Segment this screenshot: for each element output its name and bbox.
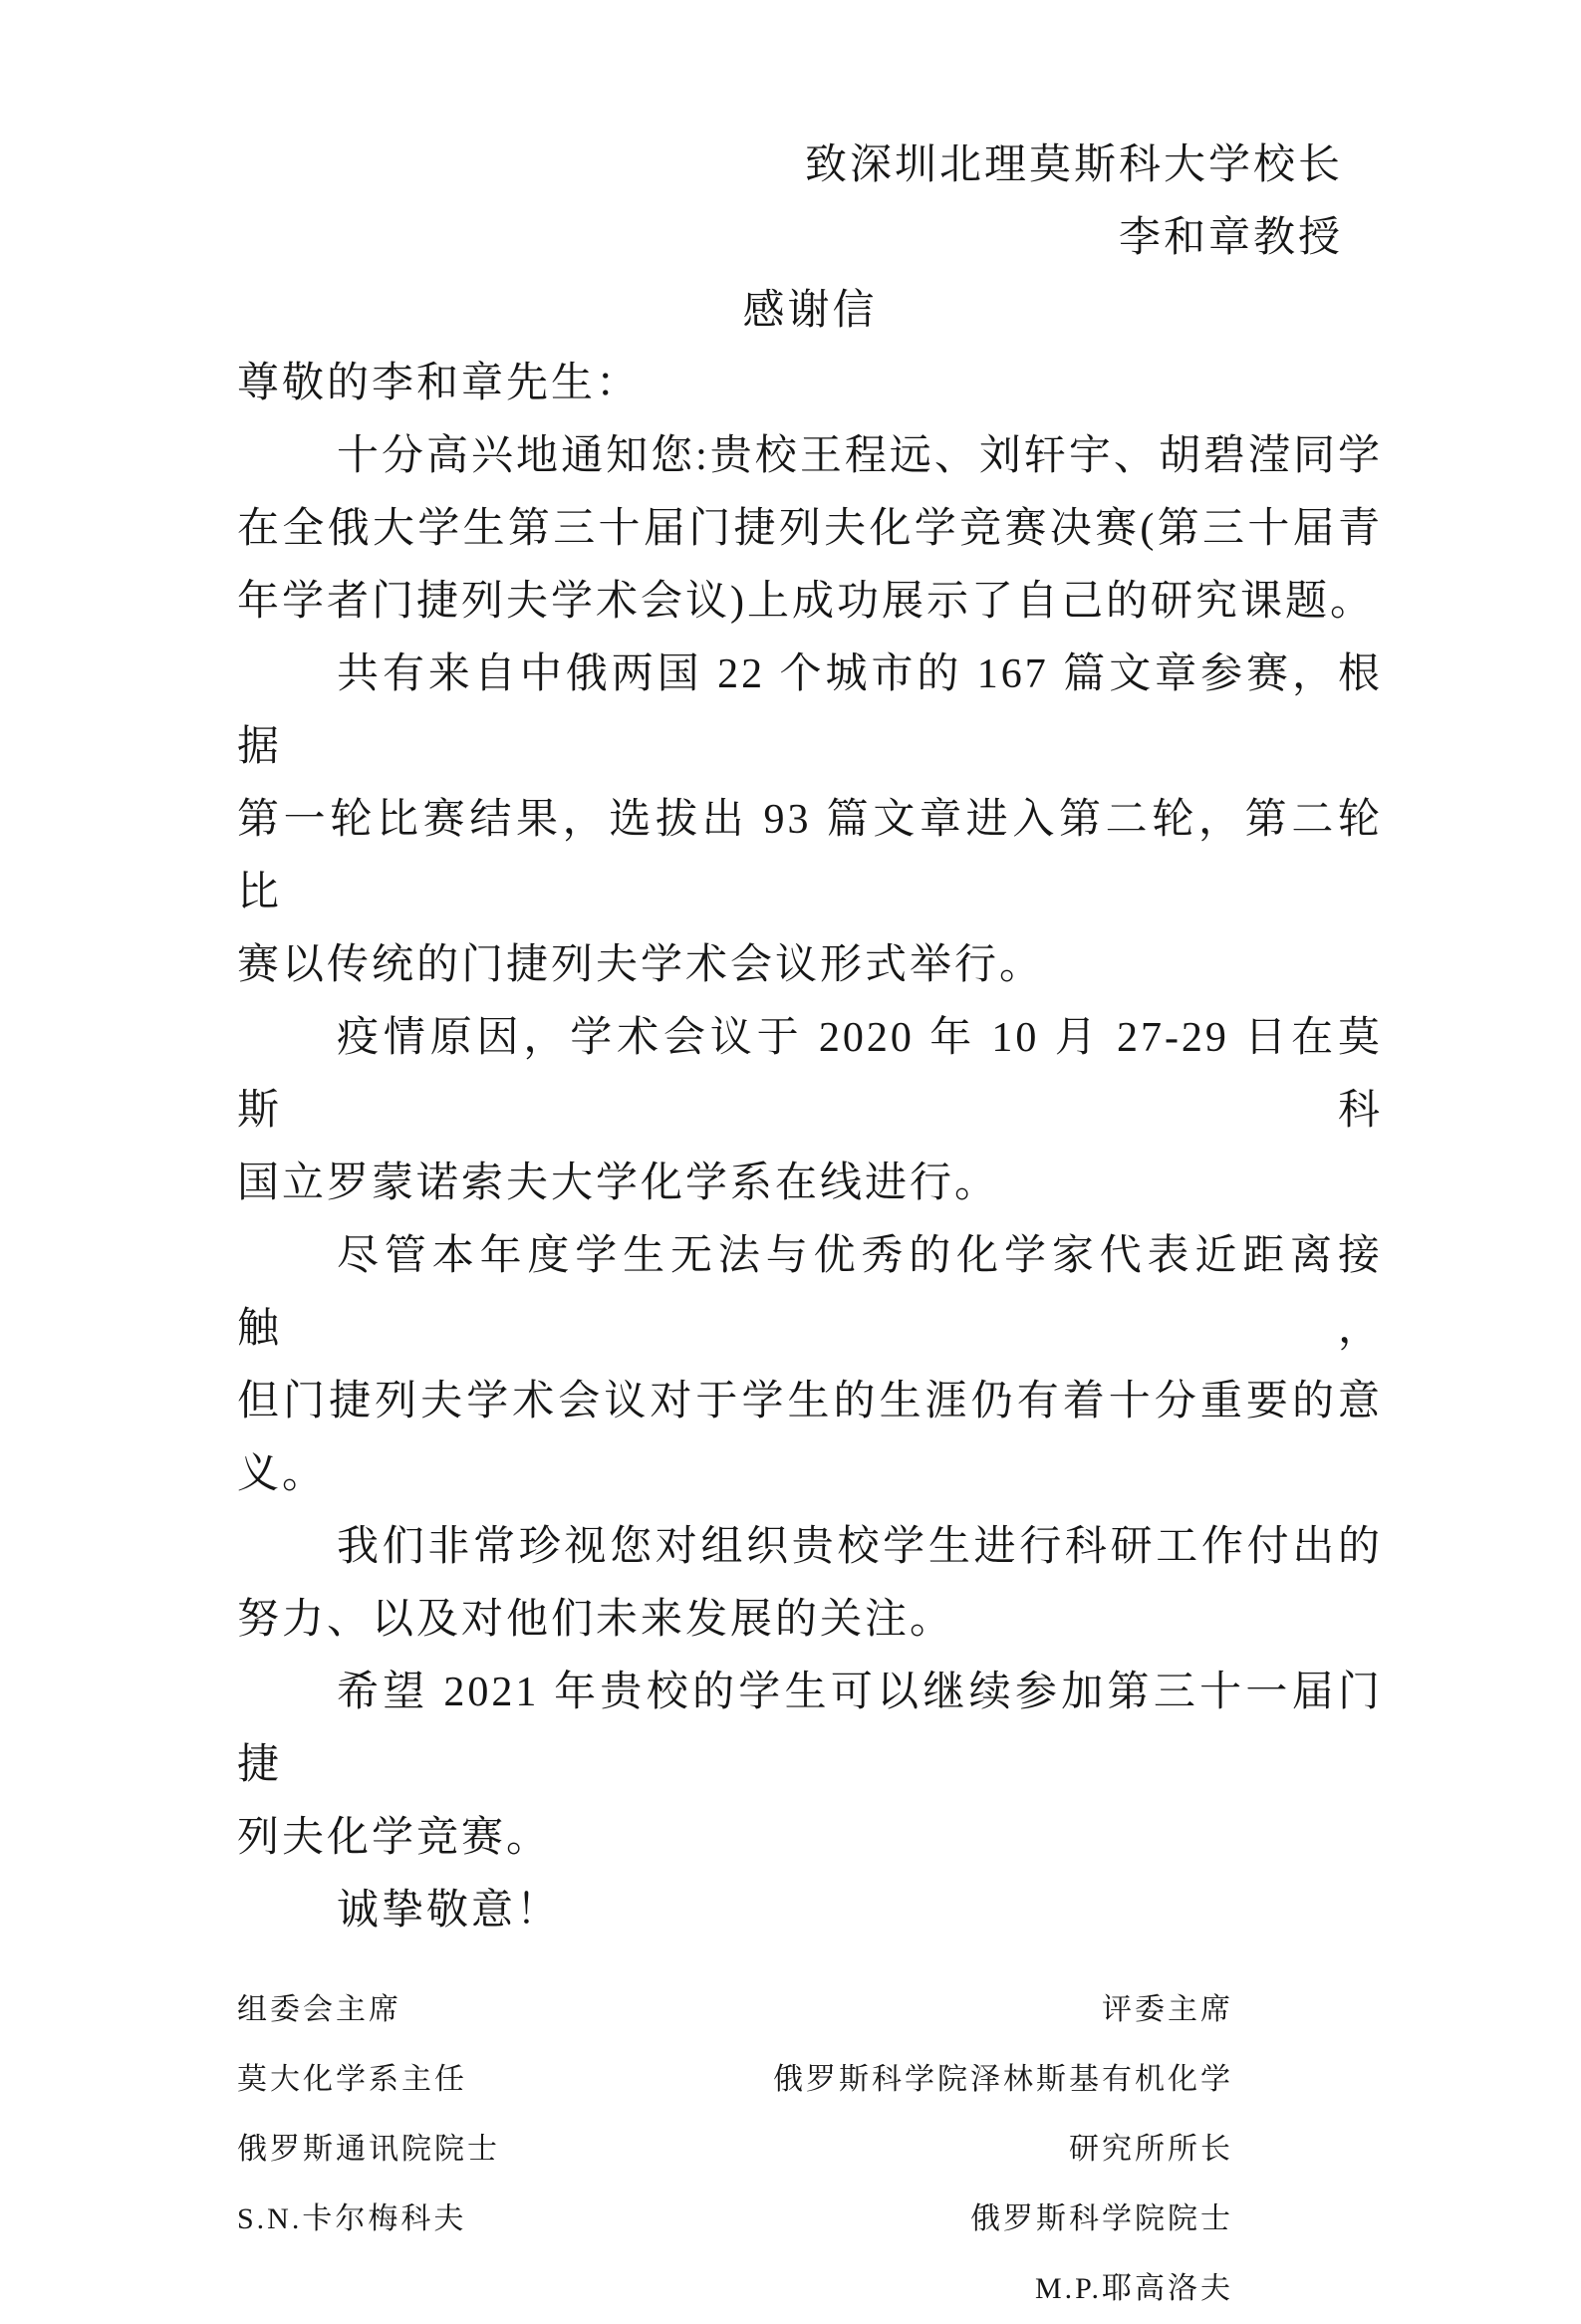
signature-row xyxy=(237,2115,1233,2185)
body-line: 国立罗蒙诺索夫大学化学系在线进行。 xyxy=(237,1161,1000,1206)
letter-body xyxy=(237,420,1383,1947)
body-line: 十分高兴地通知您:贵校王程远、刘轩宇、胡碧滢同学 xyxy=(337,433,1383,479)
body-line: 疫情原因，学术会议于 2020 年 10 月 27-29 日在莫斯科 xyxy=(237,1015,1383,1134)
letter-header xyxy=(237,129,1383,275)
signature-left-text: 俄罗斯通讯院院士 xyxy=(237,2133,500,2166)
signature-right-text: 评委主席 xyxy=(1102,1993,1233,2026)
signature-right-text: 俄罗斯科学院泽林斯基有机化学 xyxy=(773,2063,1233,2096)
signature-row xyxy=(237,2045,1233,2115)
signature-right-text: 研究所所长 xyxy=(1069,2133,1233,2166)
body-line: 我们非常珍视您对组织贵校学生进行科研工作付出的 xyxy=(337,1524,1383,1570)
signature-row xyxy=(237,2254,1233,2324)
body-line: 第一轮比赛结果，选拔出 93 篇文章进入第二轮，第二轮比 xyxy=(237,797,1383,915)
body-line: 共有来自中俄两国 22 个城市的 167 篇文章参赛，根据 xyxy=(237,651,1383,770)
signature-right-text: M.P.耶高洛夫 xyxy=(1034,2272,1233,2305)
body-line: 赛以传统的门捷列夫学术会议形式举行。 xyxy=(237,942,1045,988)
signature-block xyxy=(237,1975,1383,2324)
signature-right-text: 俄罗斯科学院院士 xyxy=(970,2202,1233,2235)
signature-row xyxy=(237,2185,1233,2254)
body-line: 列夫化学竞赛。 xyxy=(237,1815,552,1861)
body-line: 义。 xyxy=(237,1451,328,1497)
recipient-name-line: 李和章教授 xyxy=(1118,215,1343,261)
salutation: 尊敬的李和章先生： xyxy=(237,361,642,406)
recipient-line: 致深圳北理莫斯科大学校长 xyxy=(804,142,1343,188)
letter-title: 感谢信 xyxy=(742,288,878,334)
body-line: 但门捷列夫学术会议对于学生的生涯仍有着十分重要的意 xyxy=(237,1379,1383,1424)
signature-left-text: S.N.卡尔梅科夫 xyxy=(237,2202,467,2235)
body-line: 尽管本年度学生无法与优秀的化学家代表近距离接触， xyxy=(237,1233,1383,1352)
body-line: 在全俄大学生第三十届门捷列夫化学竞赛决赛(第三十届青 xyxy=(237,506,1383,552)
body-line: 希望 2021 年贵校的学生可以继续参加第三十一届门捷 xyxy=(237,1670,1383,1788)
signature-row xyxy=(237,1975,1233,2045)
signature-left-text: 组委会主席 xyxy=(237,1993,401,2026)
body-line: 年学者门捷列夫学术会议)上成功展示了自己的研究课题。 xyxy=(237,579,1375,625)
body-line: 努力、以及对他们未来发展的关注。 xyxy=(237,1597,955,1643)
signature-left-text: 莫大化学系主任 xyxy=(237,2063,467,2096)
body-line: 诚挚敬意！ xyxy=(337,1888,562,1934)
